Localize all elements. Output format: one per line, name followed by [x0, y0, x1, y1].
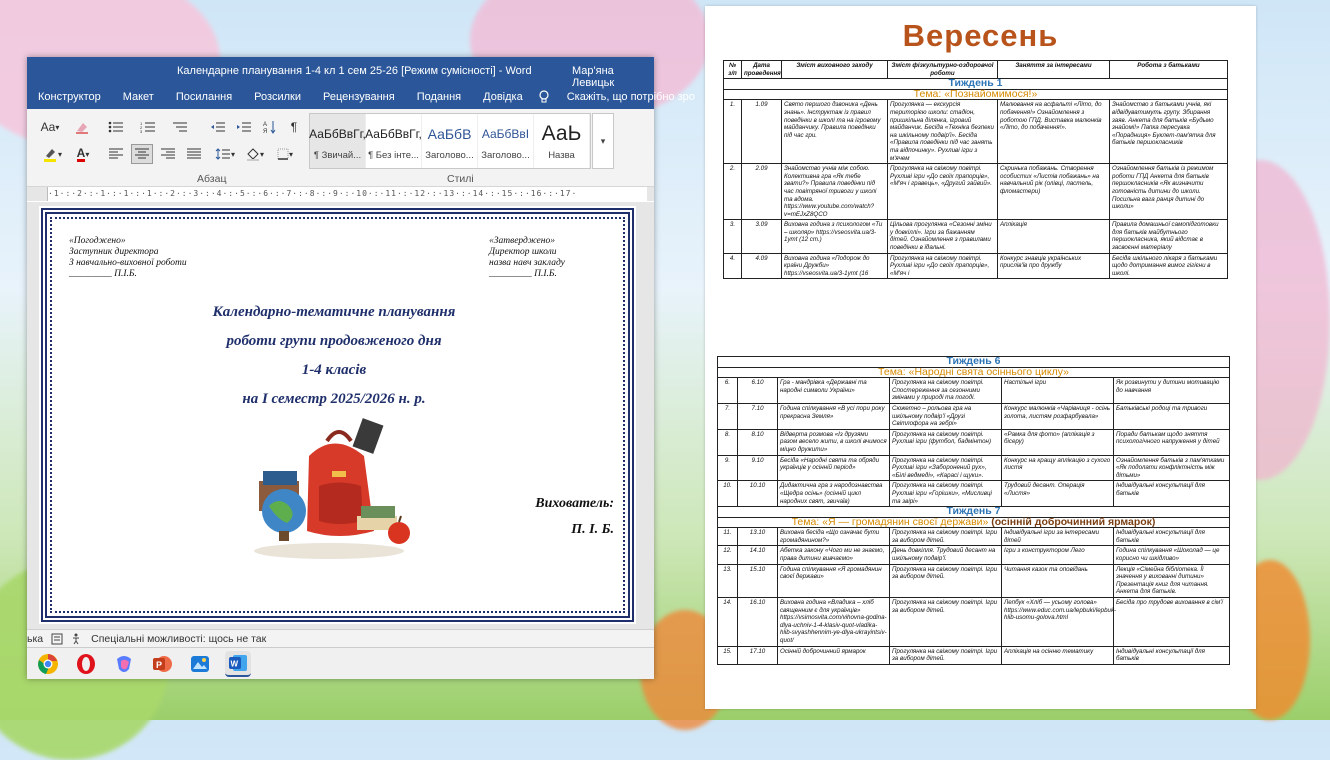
cell-interests[interactable]: Аплікація на осінню тематику — [1002, 646, 1114, 664]
tab-review[interactable]: Рецензування — [322, 90, 395, 103]
cell-interests[interactable]: Читання казок та оповідань — [1002, 564, 1114, 597]
cell-parents[interactable]: Як розвинути у дитини мотивацію до навчання — [1114, 378, 1230, 404]
group-label-styles: Стилі — [447, 173, 474, 185]
col-header-number: № з/п — [724, 61, 742, 79]
cell-education[interactable]: Дидактична гра з народознавства «Щедра осінь» (осінній цикл народних свят, звичаїв) — [778, 481, 890, 507]
svg-text:A: A — [263, 122, 268, 128]
powerpoint-icon[interactable] — [149, 651, 175, 677]
cell-date[interactable]: 14.10 — [738, 546, 778, 564]
accessibility-icon[interactable] — [71, 633, 83, 645]
cell-date[interactable]: 6.10 — [738, 378, 778, 404]
cell-physical[interactable]: Цільова прогулянка «Сезонні зміни у довкіллі». Ігри за бажанням дітей. Ознайомлення з правилами поведінки в їдальні. — [888, 220, 998, 253]
font-color-button[interactable]: A ▾ — [76, 145, 90, 160]
cell-date[interactable]: 4.09 — [742, 253, 782, 279]
table-row — [718, 546, 1230, 564]
borders-icon[interactable]: ▾ — [271, 144, 299, 164]
show-formatting-marks-icon[interactable]: ¶ — [290, 120, 298, 134]
horizontal-ruler[interactable] — [27, 187, 654, 201]
cell-physical[interactable]: День довкілля. Трудовий десант на шкільному подвір'ї. — [890, 546, 1002, 564]
cell-parents[interactable]: Бесіда шкільного лікаря з батьками щодо дотримання вимог гігієни в школі. — [1110, 253, 1228, 279]
table-row — [724, 253, 1228, 279]
theme-label: Тема: «Народні свята осіннього циклу» — [718, 367, 1230, 378]
cell-education[interactable]: Година спілкування «Я громадянин своєї держави» — [778, 564, 890, 597]
sort-icon[interactable] — [259, 117, 281, 137]
cell-interests[interactable]: Ігри з конструктором Лего — [1002, 546, 1114, 564]
cell-parents[interactable]: Індивідуальні консультації для батьків — [1114, 481, 1230, 507]
text-highlight-color-button[interactable]: ▾ — [37, 144, 67, 164]
cell-number[interactable]: 3. — [724, 220, 742, 253]
ruler-ticks: ·1·:·2·:·1·:·1·:·1·:·2·:·3·:·4·:·5·:·6·:·7·:·8·:·9·:·10·:·11·:·12·:·13·:·14·:·15·:·16·:·17· — [48, 189, 578, 198]
opera-icon[interactable] — [73, 651, 99, 677]
cell-physical[interactable]: Прогулянка на свіжому повітрі. Рухливі ігри «Горішки», «Мисливці та звірі» — [890, 481, 1002, 507]
plan-table-week6-7 — [717, 356, 1230, 665]
theme-row — [718, 517, 1230, 528]
cell-interests[interactable]: Трудовий десант. Операція «Листя» — [1002, 481, 1114, 507]
cell-number[interactable]: 8. — [718, 429, 738, 455]
cell-physical[interactable]: Прогулянка на свіжому повітрі. Рухливі ігри «До своїх прапорців», «М'яч і — [888, 253, 998, 279]
tab-layout[interactable]: Макет — [122, 90, 154, 103]
cell-physical[interactable]: Прогулянка на свіжому повітрі. Рухливі ігри «До своїх прапорців», «М'яч і гравець», «Другий зайвий». — [888, 164, 998, 220]
cell-physical[interactable]: Прогулянка — екскурсія територією школи: стадіон, пришкільна ділянка, ігровий майданчик. Бесіда «Техніка безпеки на шкільному подвір'ї». Бесіда «Правила поведінки під час занять та відпочинку». Рухливі ігри з м'ячем — [888, 100, 998, 164]
style-heading-2[interactable]: АаБбВвІ Заголово... — [478, 114, 534, 168]
approval-left: «Погоджено» Заступник директора З навчально-виховної роботи _________ П.І.Б. — [69, 236, 187, 279]
styles-more-button[interactable]: ▾ — [592, 113, 614, 169]
cell-parents[interactable]: Індивідуальні консультації для батьків — [1114, 646, 1230, 664]
table-row — [718, 528, 1230, 546]
cell-parents[interactable]: Лекція «Сімейна бібліотека. Її значення у вихованні дитини» Презентація книг для читання. Анкета для батьків. — [1114, 564, 1230, 597]
copilot-icon[interactable] — [111, 651, 137, 677]
cell-education[interactable]: Виховна година з психологом «Ти – школяр» https://vseosvita.ua/3-1ymt (12 ст.) — [782, 220, 888, 253]
cell-interests[interactable]: Конкурс на кращу аплікацію з сухого листя — [1002, 455, 1114, 481]
table-row — [724, 220, 1228, 253]
document-main-title: Календарно-тематичне планування роботи групи продовженого дня 1-4 класів на І семестр 2025/2026 н. р. — [212, 304, 456, 407]
svg-text:W: W — [230, 659, 239, 668]
cell-date[interactable]: 9.10 — [738, 455, 778, 481]
cell-interests[interactable]: Конкурс малюнків «Чарівниця - осінь золота, листям розфарбувала» — [1002, 403, 1114, 429]
table-row — [718, 598, 1230, 647]
cell-interests[interactable]: «Рамка для фото» (аплікація з бісеру) — [1002, 429, 1114, 455]
proofing-icon[interactable] — [51, 633, 63, 645]
numbering-icon[interactable] — [137, 117, 159, 137]
tell-me-text: Скажіть, що потрібно зро — [566, 90, 695, 103]
cell-number[interactable]: 12. — [718, 546, 738, 564]
justify-icon[interactable] — [183, 144, 205, 164]
cell-date[interactable]: 13.10 — [738, 528, 778, 546]
cell-date[interactable]: 7.10 — [738, 403, 778, 429]
word-window — [27, 57, 695, 679]
cell-date[interactable]: 8.10 — [738, 429, 778, 455]
document-page[interactable] — [39, 206, 636, 624]
ruler-track — [47, 187, 647, 201]
increase-indent-icon[interactable] — [233, 117, 255, 137]
week-label: Тиждень 1 — [724, 79, 1228, 90]
styles-gallery — [309, 113, 591, 169]
group-label-paragraph: Абзац — [197, 173, 227, 185]
tell-me-box[interactable] — [534, 90, 717, 104]
cell-physical[interactable]: Прогулянка на свіжому повітрі. Ігри за вибором дітей. — [890, 564, 1002, 597]
cell-education[interactable]: Виховна година «Владика – хліб священним є для українців» https://vsimosvita.com/vihovna-godina-dlya-uchniv-1-4-klasiv-quot-vladika-hlib-svyashhennim-ye-dlya-ukrayintsiv-quot/ — [778, 598, 890, 647]
cell-physical[interactable]: Прогулянка на свіжому повітрі. Ігри за вибором дітей. — [890, 528, 1002, 546]
svg-text:3: 3 — [140, 129, 143, 134]
cell-number[interactable]: 10. — [718, 481, 738, 507]
cell-education[interactable]: Знайомство учнів між собою. Колективна гра «Як тебе звати?» Правила поведінки під час повітряної тривоги у школі та вдома. https://www.youtube.com/watch?v=mEJxZ8QCO — [782, 164, 888, 220]
educator-signature: Вихователь: П. І. Б. — [535, 496, 614, 537]
chrome-icon[interactable] — [35, 651, 61, 677]
tab-help[interactable]: Довідка — [483, 90, 523, 103]
cell-parents[interactable]: Поради батькам щодо зняття психологічного напруження у дітей — [1114, 429, 1230, 455]
school-backpack-illustration — [239, 411, 419, 561]
cell-date[interactable]: 17.10 — [738, 646, 778, 664]
photos-icon[interactable] — [187, 651, 213, 677]
tab-references[interactable]: Посилання — [175, 90, 233, 103]
cell-physical[interactable]: Прогулянка на свіжому повітрі. Спостереження за сезонними змінами у природі та погоді. — [890, 378, 1002, 404]
tab-view[interactable]: Подання — [416, 90, 462, 103]
cell-education[interactable]: Абетка закону «Чого ми не знаємо, права дитини вивчаємо» — [778, 546, 890, 564]
cell-physical[interactable]: Прогулянка на свіжому повітрі. Ігри за вибором дітей. — [890, 598, 1002, 647]
week-label: Тиждень 6 — [718, 357, 1230, 368]
cell-date[interactable]: 2.09 — [742, 164, 782, 220]
cell-interests[interactable]: Малювання на асфальті «Літо, до побачення!» Ознайомлення з роботою ГПД. Виставка малюнків «Літо, до побачення!». — [998, 100, 1110, 164]
col-header-date: Дата проведення — [742, 61, 782, 79]
cell-parents[interactable]: Ознайомлення батьків з пам'ятками «Як подолати конфліктність між дітьми» — [1114, 455, 1230, 481]
col-header-physical: Зміст фізкультурно-оздоровчої роботи — [888, 61, 998, 79]
month-title: Вересень — [902, 18, 1059, 53]
cell-parents[interactable]: Батьківські родоці та тривоги — [1114, 403, 1230, 429]
cell-parents[interactable]: Бесіда про трудове виховання в сім'ї — [1114, 598, 1230, 647]
cell-date[interactable]: 3.09 — [742, 220, 782, 253]
cell-physical[interactable]: Прогулянка на свіжому повітрі. Ігри за вибором дітей. — [890, 646, 1002, 664]
clear-formatting-icon[interactable] — [71, 117, 93, 137]
cell-date[interactable]: 15.10 — [738, 564, 778, 597]
cell-education[interactable]: Гра - мандрівка «Державні та народні символи України» — [778, 378, 890, 404]
cell-number[interactable]: 13. — [718, 564, 738, 597]
cell-number[interactable]: 2. — [724, 164, 742, 220]
cell-interests[interactable]: Індивідуальні ігри за інтересами дітей — [1002, 528, 1114, 546]
status-words: ька — [27, 632, 44, 645]
cell-education[interactable]: Відверта розмова «Із друзями разом весело жити, в школі вчимося міцно дружити» — [778, 429, 890, 455]
style-heading-1[interactable]: АаБбВ Заголово... — [422, 114, 478, 168]
approval-right: «Затверджено» Директор школи назва навч закладу _________ П.І.Б. — [489, 236, 565, 279]
document-area — [27, 202, 654, 629]
cell-parents[interactable]: Правила домашньої самопідготовки для батьків майбутнього першокласника, який відстає в засвоєнні матеріалу — [1110, 220, 1228, 253]
ribbon-home — [27, 109, 654, 187]
style-no-spacing[interactable]: АаБбВвГг, ¶ Без інте... — [366, 114, 422, 168]
cell-number[interactable]: 9. — [718, 455, 738, 481]
tab-mailings[interactable]: Розсилки — [254, 90, 301, 103]
cell-number[interactable]: 4. — [724, 253, 742, 279]
cell-interests[interactable]: Настільні ігри — [1002, 378, 1114, 404]
theme-label — [718, 517, 1230, 528]
cell-education[interactable]: Виховна година «Подорож до країни Дружби» https://vseosvita.ua/3-1ymt (16 — [782, 253, 888, 279]
cell-parents[interactable]: Індивідуальні консультації для батьків — [1114, 528, 1230, 546]
account-name[interactable]: Мар'яна Левицьк — [572, 65, 615, 89]
cell-parents[interactable]: Година спілкування «Шоколад — це корисно чи шкідливо» — [1114, 546, 1230, 564]
svg-text:1: 1 — [140, 121, 143, 126]
table-row — [718, 564, 1230, 597]
cell-date[interactable]: 1.09 — [742, 100, 782, 164]
ribbon-tabs — [27, 84, 695, 109]
table-row — [718, 403, 1230, 429]
cell-education[interactable]: Виховна бесіда «Що означає бути громадянином?» — [778, 528, 890, 546]
cell-interests[interactable]: Лепбук «Хліб — усьому голова» https://www.educ.com.ua/lepbuki/lepbuk-hlib-usomu-golova.html — [1002, 598, 1114, 647]
style-title[interactable]: АаЬ Назва — [534, 114, 590, 168]
cell-parents[interactable]: Ознайомлення батьків із режимом роботи ГПД Анкета для батьків першокласників «Як визначити готовність дитини до школи. Посильна вага ранця дитині до школи» — [1110, 164, 1228, 220]
table-row — [718, 481, 1230, 507]
accessibility-status[interactable]: Спеціальні можливості: щось не так — [91, 632, 267, 645]
change-case-button[interactable]: Aa ▾ — [40, 120, 60, 134]
col-header-interests: Заняття за інтересами — [998, 61, 1110, 79]
cell-education[interactable]: Бесіда «Народні свята та обряди українців у осінній період» — [778, 455, 890, 481]
align-left-icon[interactable] — [105, 144, 127, 164]
week-label: Тиждень 7 — [718, 507, 1230, 518]
taskbar — [27, 647, 654, 679]
bullets-icon[interactable] — [105, 117, 127, 137]
svg-text:P: P — [156, 659, 163, 670]
svg-text:Я: Я — [263, 129, 268, 135]
table-row — [718, 429, 1230, 455]
cell-physical[interactable]: Прогулянка на свіжому повітрі. Рухливі ігри «Заборонений рух», «Білі ведмеді», «Карасі і щуки». — [890, 455, 1002, 481]
table-row — [724, 100, 1228, 164]
table-row — [718, 378, 1230, 404]
cell-number[interactable]: 14. — [718, 598, 738, 647]
word-taskbar-icon[interactable] — [225, 651, 251, 677]
cell-education[interactable]: Осінній доброчинний ярмарок — [778, 646, 890, 664]
cell-number[interactable]: 6. — [718, 378, 738, 404]
table-header-row — [724, 61, 1228, 79]
col-header-parents: Робота з батьками — [1110, 61, 1228, 79]
word-titlebar — [27, 57, 654, 89]
cell-date[interactable]: 10.10 — [738, 481, 778, 507]
plan-table-week6-container — [717, 356, 1231, 708]
plan-table-week1-container — [723, 60, 1229, 352]
planning-sheet — [705, 6, 1256, 709]
cell-education[interactable]: Свято першого дзвоника «День знань». Інструктаж із правил поведінки в школі та на ігровому майданчику. Правила поведінки під час гри. — [782, 100, 888, 164]
cell-number[interactable]: 11. — [718, 528, 738, 546]
decrease-indent-icon[interactable] — [207, 117, 229, 137]
multilevel-list-icon[interactable] — [169, 117, 191, 137]
style-normal[interactable]: АаБбВвГг, ¶ Звичай... — [310, 114, 366, 168]
document-title: Календарне планування 1-4 кл 1 сем 25-26 [Режим сумісності] - Word — [177, 65, 532, 77]
cell-interests[interactable]: Скринька побажань. Створення особистих «Листів побажань» на навчальний рік (олівці, пастель, фломастери) — [998, 164, 1110, 220]
theme-row — [724, 89, 1228, 100]
table-row — [724, 164, 1228, 220]
theme-subtitle: (осінній доброчинний ярмарок) — [988, 515, 1156, 528]
cell-interests[interactable]: Конкурс знавців українських прислів'їв про дружбу — [998, 253, 1110, 279]
cell-education[interactable]: Година спілкування «В усі пори року прекрасна Земля» — [778, 403, 890, 429]
theme-title: Тема: «Я — громадянин своєї держави» — [791, 515, 989, 528]
cell-parents[interactable]: Знайомство з батьками учнів, які відвідуватимуть групу. Збирання заяв. Анкета для батьків «Будьмо знайомі!» Папка пересувка «Порадниця» Буклет-пам'ятка для батьків першокласників — [1110, 100, 1228, 164]
table-row — [718, 455, 1230, 481]
lightbulb-icon — [538, 90, 550, 104]
cell-interests[interactable]: Аплікація — [998, 220, 1110, 253]
svg-text:2: 2 — [140, 125, 143, 130]
align-center-icon[interactable] — [131, 144, 153, 164]
tab-design[interactable]: Конструктор — [38, 90, 101, 103]
align-right-icon[interactable] — [157, 144, 179, 164]
cell-number[interactable]: 7. — [718, 403, 738, 429]
plan-table-week1 — [723, 60, 1228, 279]
theme-row — [718, 367, 1230, 378]
shading-icon[interactable]: ▾ — [241, 144, 269, 164]
cell-number[interactable]: 1. — [724, 100, 742, 164]
line-spacing-icon[interactable]: ▾ — [211, 144, 239, 164]
cell-physical[interactable]: Прогулянка на свіжому повітрі. Рухливі ігри (футбол, бадмінтон) — [890, 429, 1002, 455]
cell-number[interactable]: 15. — [718, 646, 738, 664]
cell-date[interactable]: 16.10 — [738, 598, 778, 647]
col-header-education: Зміст виховного заходу — [782, 61, 888, 79]
status-bar — [27, 629, 654, 647]
table-row — [718, 646, 1230, 664]
theme-label: Тема: «Познайомимося!» — [724, 89, 1228, 100]
cell-physical[interactable]: Сюжетно – рольова гра на шкільному подвір'ї «Друзі Світлофора на зебрі» — [890, 403, 1002, 429]
